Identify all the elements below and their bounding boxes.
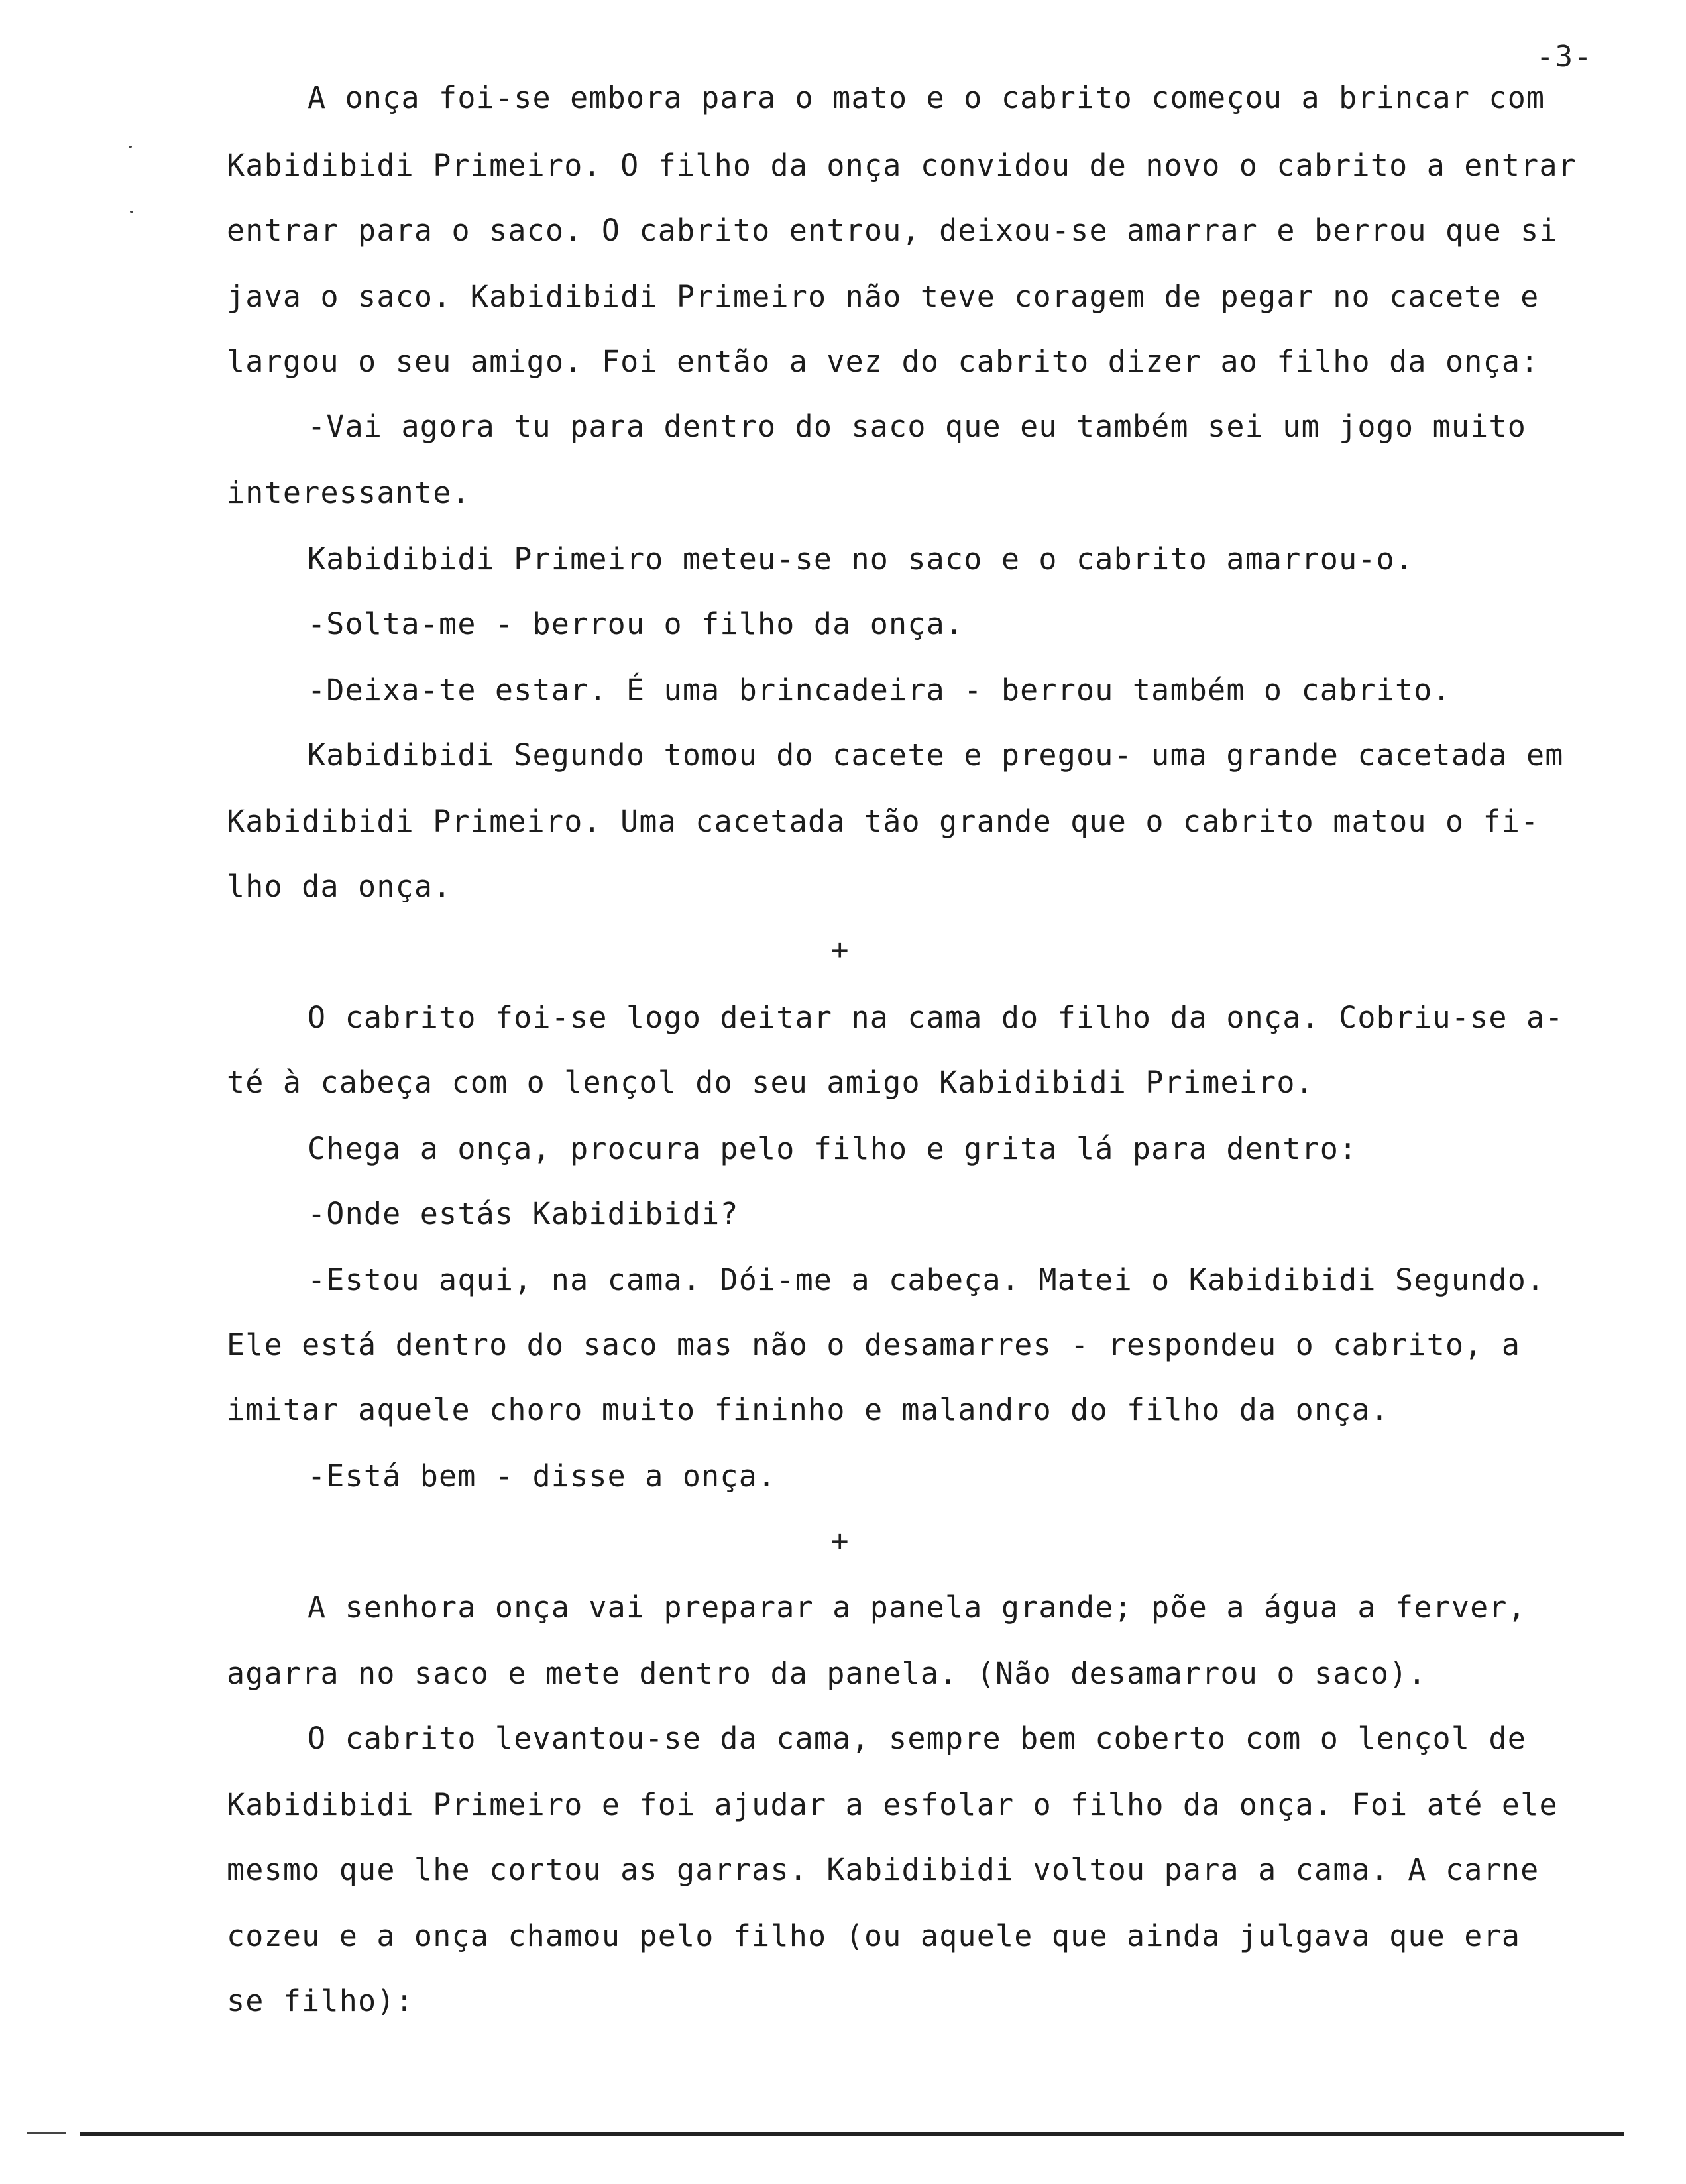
text-line: A onça foi-se embora para o mato e o cabrito começou a brincar com (308, 80, 1546, 115)
text-line: Kabidibidi Primeiro e foi ajudar a esfolar o filho da onça. Foi até ele (227, 1787, 1558, 1822)
section-separator: + (831, 1524, 849, 1558)
text-line: -Solta-me - berrou o filho da onça. (308, 606, 964, 641)
page-number: -3- (1536, 40, 1593, 74)
text-line: O cabrito levantou-se da cama, sempre bem coberto com o lençol de (308, 1721, 1526, 1756)
text-line: cozeu e a onça chamou pelo filho (ou aquele que ainda julgava que era (227, 1918, 1521, 1953)
text-line: -Estou aqui, na cama. Dói-me a cabeça. Matei o Kabidibidi Segundo. (308, 1262, 1546, 1297)
margin-speck (129, 146, 132, 148)
footer-rule (80, 2132, 1624, 2136)
margin-speck (130, 211, 133, 213)
text-line: imitar aquele choro muito fininho e malandro do filho da onça. (227, 1392, 1390, 1427)
text-line: Ele está dentro do saco mas não o desamarres - respondeu o cabrito, a (227, 1327, 1521, 1362)
text-line: java o saco. Kabidibidi Primeiro não teve coragem de pegar no cacete e (227, 279, 1540, 314)
text-line: Kabidibidi Primeiro. O filho da onça convidou de novo o cabrito a entrar (227, 148, 1577, 183)
text-line: agarra no saco e mete dentro da panela. (Não desamarrou o saco). (227, 1656, 1427, 1691)
footer-rule-fragment (27, 2132, 66, 2134)
text-line: A senhora onça vai preparar a panela grande; põe a água a ferver, (308, 1590, 1526, 1625)
text-line: -Onde estás Kabidibidi? (308, 1196, 739, 1231)
text-line: O cabrito foi-se logo deitar na cama do filho da onça. Cobriu-se a- (308, 1000, 1564, 1035)
text-line: entrar para o saco. O cabrito entrou, deixou-se amarrar e berrou que si (227, 213, 1558, 248)
text-line: Kabidibidi Primeiro meteu-se no saco e o cabrito amarrou-o. (308, 541, 1414, 576)
text-line: -Deixa-te estar. É uma brincadeira - berrou também o cabrito. (308, 673, 1451, 708)
text-line: lho da onça. (227, 869, 452, 904)
text-line: Chega a onça, procura pelo filho e grita lá para dentro: (308, 1131, 1358, 1166)
section-separator: + (831, 933, 849, 967)
text-line: mesmo que lhe cortou as garras. Kabidibidi voltou para a cama. A carne (227, 1852, 1540, 1887)
text-line: -Está bem - disse a onça. (308, 1458, 777, 1494)
text-line: largou o seu amigo. Foi então a vez do cabrito dizer ao filho da onça: (227, 344, 1540, 379)
text-line: Kabidibidi Segundo tomou do cacete e pregou- uma grande cacetada em (308, 737, 1564, 773)
text-line: interessante. (227, 475, 471, 510)
text-line: Kabidibidi Primeiro. Uma cacetada tão grande que o cabrito matou o fi- (227, 804, 1540, 839)
text-line: té à cabeça com o lençol do seu amigo Kabidibidi Primeiro. (227, 1065, 1314, 1100)
text-line: -Vai agora tu para dentro do saco que eu também sei um jogo muito (308, 409, 1526, 444)
text-line: se filho): (227, 1983, 414, 2018)
